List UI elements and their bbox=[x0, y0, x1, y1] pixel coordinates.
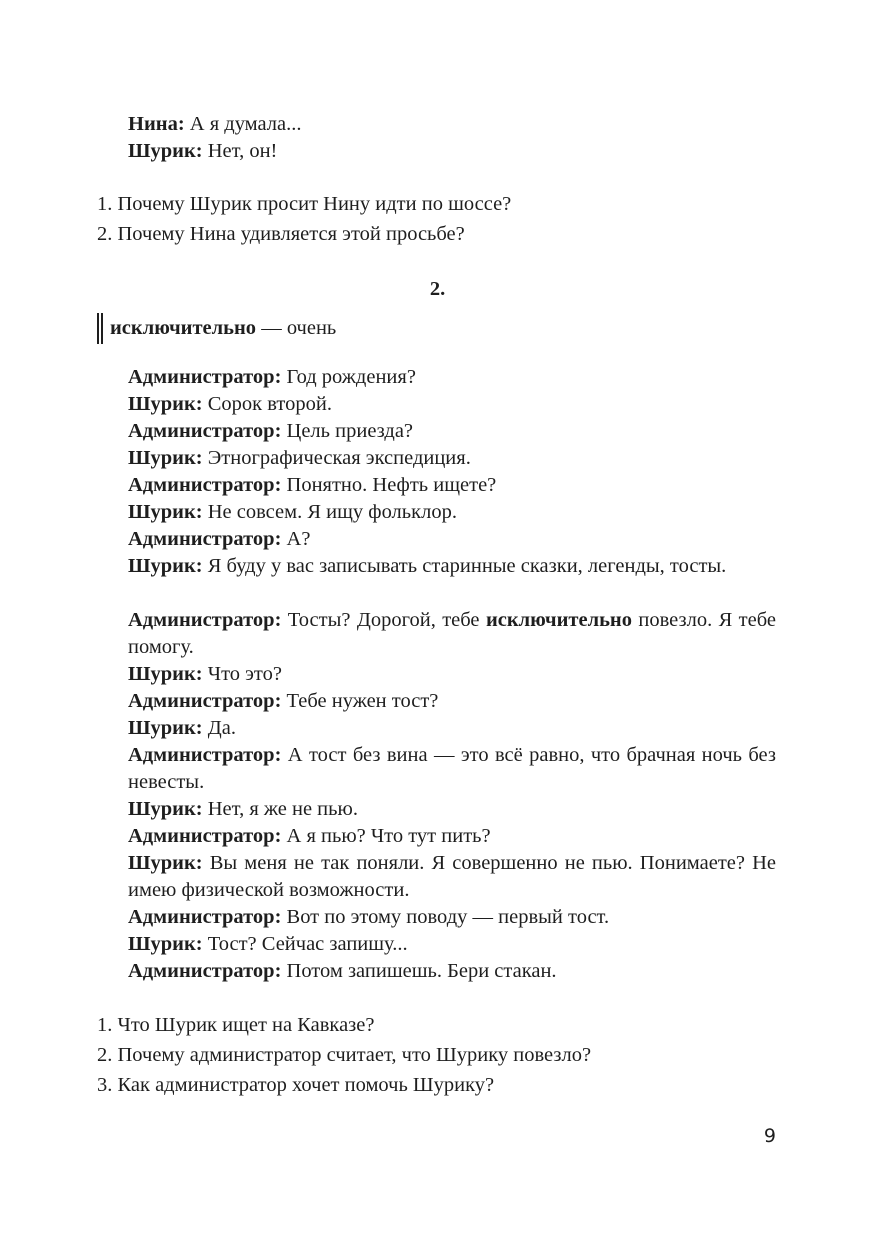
dialogue-line bbox=[128, 715, 236, 742]
dialogue-line bbox=[128, 607, 776, 661]
speaker-name: Администратор: bbox=[128, 690, 282, 712]
question-item: 2. Почему Нина удивляется этой просьбе? bbox=[97, 223, 465, 245]
dialogue-line bbox=[128, 526, 310, 553]
speaker-name: Администратор: bbox=[128, 744, 282, 766]
speaker-name: Шурик: bbox=[128, 555, 203, 577]
dialogue-line bbox=[128, 850, 776, 904]
speaker-name: Администратор: bbox=[128, 420, 282, 442]
vocab-entry bbox=[110, 315, 336, 342]
dialogue-line bbox=[128, 499, 457, 526]
dialogue-text: Что это? bbox=[202, 663, 282, 685]
dialogue-text: А я думала... bbox=[184, 113, 302, 135]
dialogue-text: Тосты? Дорогой, тебе bbox=[281, 609, 486, 631]
vocab-bar bbox=[101, 313, 103, 344]
dialogue-text: Нет, он! bbox=[202, 140, 278, 162]
dialogue-text: Да. bbox=[202, 717, 236, 739]
speaker-name: Администратор: bbox=[128, 960, 282, 982]
dialogue-line bbox=[128, 138, 277, 165]
page-number: 9 bbox=[763, 1125, 776, 1147]
dialogue-line bbox=[128, 742, 776, 796]
speaker-name: Администратор: bbox=[128, 528, 282, 550]
speaker-name: Шурик: bbox=[128, 933, 203, 955]
dialogue-text: Год рождения? bbox=[281, 366, 416, 388]
dialogue-text: А я пью? Что тут пить? bbox=[281, 825, 491, 847]
dialogue-text: Сорок второй. bbox=[202, 393, 332, 415]
speaker-name: Шурик: bbox=[128, 501, 203, 523]
dialogue-text: Потом запишешь. Бери стакан. bbox=[281, 960, 557, 982]
speaker-name: Шурик: bbox=[128, 663, 203, 685]
speaker-name: Нина: bbox=[128, 113, 185, 135]
vocab-bar bbox=[97, 313, 99, 344]
dialogue-text: Вот по этому поводу — первый тост. bbox=[281, 906, 610, 928]
speaker-name: Шурик: bbox=[128, 717, 203, 739]
emphasized-word: исключительно bbox=[485, 609, 632, 631]
dialogue-text: повезло. Я тебе помогу. bbox=[128, 609, 777, 658]
dialogue-text: Я буду у вас записывать старинные сказки, легенды, тосты. bbox=[202, 555, 727, 577]
dialogue-line bbox=[128, 823, 491, 850]
speaker-name: Администратор: bbox=[128, 609, 282, 631]
dialogue-text: А тост без вина — это всё равно, что брачная ночь без невесты. bbox=[128, 744, 776, 793]
dialogue-line bbox=[128, 472, 496, 499]
vocab-definition: — очень bbox=[256, 317, 337, 339]
dialogue-text: Вы меня не так поняли. Я совершенно не пью. Понимаете? Не имею физической возможности. bbox=[128, 852, 776, 901]
speaker-name: Администратор: bbox=[128, 474, 282, 496]
dialogue-line bbox=[128, 796, 358, 823]
dialogue-line bbox=[128, 364, 416, 391]
dialogue-line bbox=[128, 904, 609, 931]
speaker-name: Администратор: bbox=[128, 366, 282, 388]
dialogue-line bbox=[128, 958, 557, 985]
speaker-name: Шурик: bbox=[128, 393, 203, 415]
question-item: 3. Как администратор хочет помочь Шурику? bbox=[97, 1074, 495, 1096]
dialogue-text: Этнографическая экспедиция. bbox=[202, 447, 471, 469]
dialogue-line bbox=[128, 688, 438, 715]
section-number: 2. bbox=[429, 278, 446, 300]
dialogue-line bbox=[128, 391, 332, 418]
dialogue-text: Цель приезда? bbox=[281, 420, 414, 442]
speaker-name: Администратор: bbox=[128, 906, 282, 928]
dialogue-line bbox=[128, 553, 776, 580]
dialogue-text: Тост? Сейчас запишу... bbox=[202, 933, 408, 955]
dialogue-line bbox=[128, 418, 413, 445]
dialogue-line bbox=[128, 661, 282, 688]
dialogue-text: А? bbox=[281, 528, 311, 550]
speaker-name: Шурик: bbox=[128, 447, 203, 469]
dialogue-text: Понятно. Нефть ищете? bbox=[281, 474, 497, 496]
dialogue-text: Не совсем. Я ищу фольклор. bbox=[202, 501, 457, 523]
dialogue-text: Тебе нужен тост? bbox=[281, 690, 439, 712]
dialogue-line bbox=[128, 111, 302, 138]
dialogue-text: Нет, я же не пью. bbox=[202, 798, 358, 820]
question-item: 2. Почему администратор считает, что Шурику повезло? bbox=[97, 1044, 592, 1066]
speaker-name: Шурик: bbox=[128, 140, 203, 162]
speaker-name: Шурик: bbox=[128, 852, 203, 874]
speaker-name: Администратор: bbox=[128, 825, 282, 847]
question-item: 1. Что Шурик ищет на Кавказе? bbox=[97, 1014, 375, 1036]
vocab-term: исключительно bbox=[110, 317, 257, 339]
question-item: 1. Почему Шурик просит Нину идти по шоссе? bbox=[97, 193, 512, 215]
dialogue-line bbox=[128, 445, 471, 472]
dialogue-line bbox=[128, 931, 408, 958]
speaker-name: Шурик: bbox=[128, 798, 203, 820]
